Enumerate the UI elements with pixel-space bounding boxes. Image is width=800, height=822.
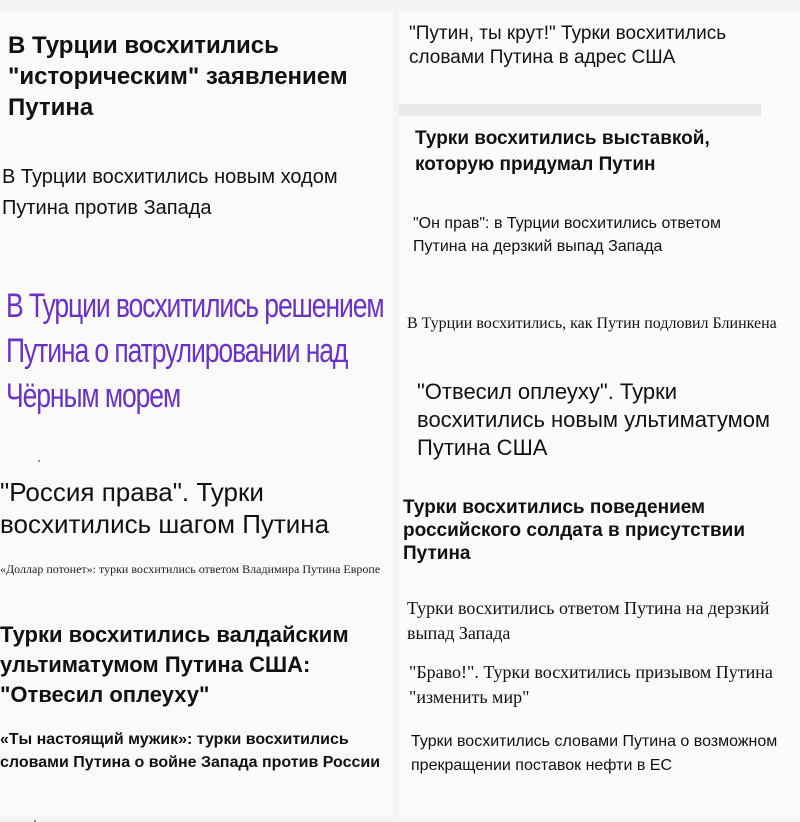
headline-dollar-will-sink: «Доллар потонет»: турки восхитились ответом Владимира Путина Европе: [0, 562, 381, 576]
left-column: [0, 12, 393, 817]
divider-bar: [399, 104, 761, 116]
headline-he-is-right: "Он прав": в Турции восхитились ответом Путина на дерзкий выпад Запада: [413, 215, 722, 255]
headline-putin-you-are-cool: "Путин, ты крут!" Турки восхитились словами Путина в адрес США: [409, 23, 727, 68]
headline-real-man: «Ты настоящий мужик»: турки восхитились словами Путина о войне Запада против России: [0, 731, 381, 771]
right-column: [399, 12, 800, 817]
headline-exhibition: Турки восхитились выставкой, которую придумал Путин: [415, 128, 710, 175]
headline-new-move-against-west: В Турции восхитились новым ходом Путина против Запада: [2, 166, 338, 219]
headline-oil-supplies: Турки восхитились словами Путина о возможном прекращении поставок нефти в ЕС: [411, 733, 778, 774]
headline-answer-to-west: Турки восхитились ответом Путина на дерзкий выпад Запада: [407, 598, 770, 643]
headline-russian-soldier: Турки восхитились поведением российского солдата в присутствии Путина: [403, 497, 746, 564]
headline-black-sea-patrol: В Турции восхитились решением Путина о патрулировании над Чёрным морем: [6, 287, 384, 415]
headline-russia-is-right: "Россия права". Турки восхитились шагом Путина: [0, 477, 330, 539]
headline-historic-statement: В Турции восхитились "историческим" заявлением Путина: [8, 32, 348, 121]
headline-blinken: В Турции восхитились, как Путин подловил Блинкена: [407, 315, 777, 332]
headline-slap-ultimatum: "Отвесил оплеуху". Турки восхитились новым ультиматумом Путина США: [417, 379, 771, 460]
separator-dot: [38, 460, 40, 462]
headline-bravo-change-world: "Браво!". Турки восхитились призывом Путина "изменить мир": [409, 662, 773, 707]
headline-valdai-ultimatum: Турки восхитились валдайским ультиматумом Путина США: "Отвесил оплеуху": [0, 622, 349, 707]
